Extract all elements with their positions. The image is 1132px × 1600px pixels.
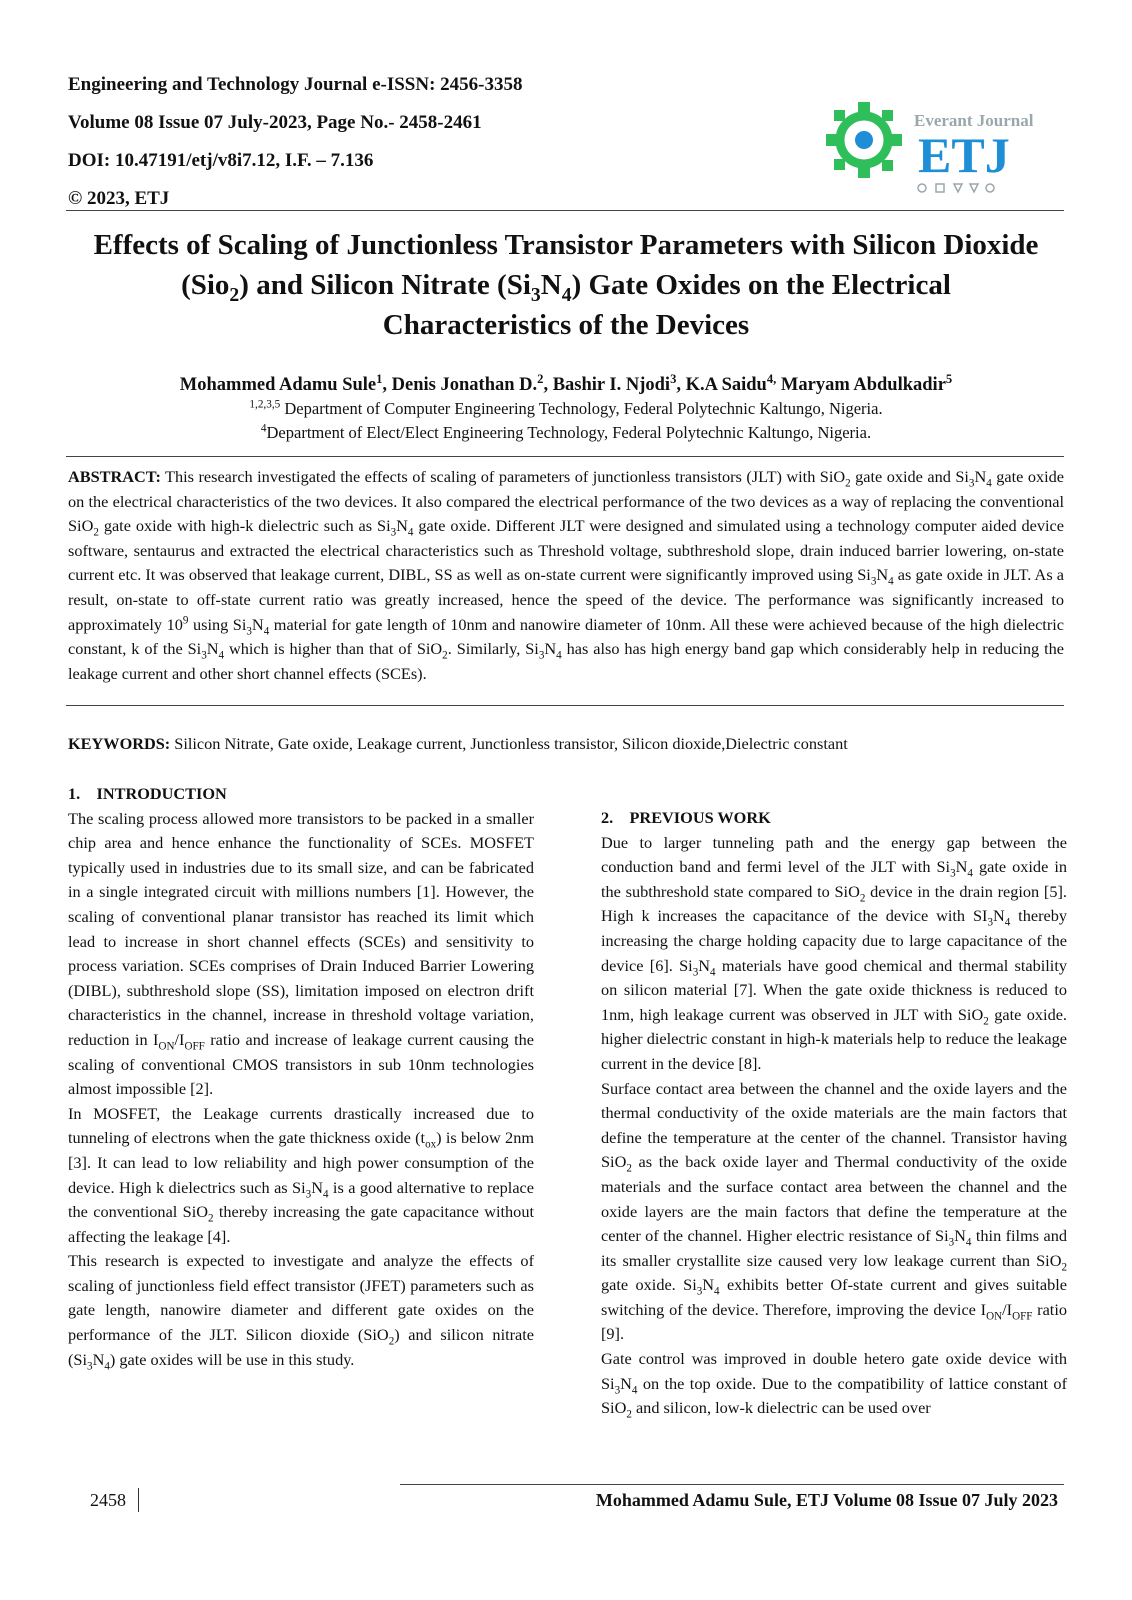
paper-title (68, 225, 1064, 345)
title-sub: 3 (530, 283, 541, 306)
title-line-2 (68, 265, 1064, 305)
keywords (68, 733, 1064, 755)
title-line-1: Effects of Scaling of Junctionless Transistor Parameters with Silicon Dioxide (93, 229, 1039, 261)
affiliation-1 (68, 398, 1064, 420)
author-list (68, 372, 1064, 398)
author-name: Bashir I. Njodi (552, 375, 671, 395)
logo-main-text: ETJ (918, 127, 1010, 183)
abstract (68, 465, 1064, 686)
author-sep: , (543, 375, 553, 395)
body-paragraph: This research is expected to investigate and analyze the effects of scaling of junctionless field effect transistor (JFET) parameters such as gate length, nanowire diameter and different gate oxides on the performance of the JLT. Silicon dioxide (SiO$_2$) and silicon nitrate $(Si_3N_4)$ gate oxides will be use in this study. (68, 1251, 535, 1372)
title-part: (Sio (181, 269, 230, 301)
affiliation-text: Department of Computer Engineering Technology, Federal Polytechnic Kaltungo, Nigeria. (280, 399, 883, 418)
author-affil-mark: 1 (376, 371, 383, 386)
author-sep: , (382, 375, 392, 395)
logo-gear-mark (826, 102, 902, 178)
journal-header (68, 66, 628, 218)
journal-doi-line: DOI: 10.47191/etj/v8i7.12, I.F. – 7.136 (68, 150, 374, 171)
previous-work-section (601, 806, 1067, 1421)
title-line-3: Characteristics of the Devices (382, 309, 750, 341)
abstract-top-rule (66, 456, 1064, 457)
affiliation-mark: 4 (260, 422, 267, 435)
title-sub: 2 (229, 283, 240, 306)
body-paragraph: The scaling process allowed more transistors to be packed in a smaller chip area and hence enhance the functionality of SCEs. MOSFET typically used in industries due to its small size, and can be fabricated in a single integrated circuit with millions numbers [1]. However, the scaling of conventional planar transistor has reached its limit which lead to increase in short channel effects (SCEs) and sensitivity to process variation. SCEs comprises of Drain Induced Barrier Lowering (DIBL), subthreshold slope (SS), limitation imposed on electron drift characteristics in the channel, increase in threshold voltage variation, reduction in $I_{ON}/I_{OFF}$ ratio and increase of leakage current causing the scaling of conventional CMOS transistors in sub 10nm technologies almost impossible [2]. (68, 808, 534, 1099)
author-affil-mark: 5 (945, 371, 953, 386)
author-name: Mohammed Adamu Sule (179, 375, 377, 395)
abstract-bottom-rule (66, 705, 1064, 706)
body-paragraph: Surface contact area between the channel and the oxide layers and the thermal conductivity of the oxide materials are the main factors that define the temperature at the center of the channel. Transistor having SiO$_2$ as the back oxide layer and Thermal conductivity of the oxide materials and the surface contact area between the channel and the oxide layers are the main factors that define the temperature at the center of the channel. Higher electric resistance of $Si_3N_4$ thin films and its smaller crystallite size caused very low leakage current than SiO$_2$ gate oxide. $Si_3N_4$ exhibits better Of-state current and gives suitable switching of the device. Therefore, improving the device $I_{ON}/I_{OFF}$ ratio [9]. (601, 1078, 1068, 1344)
body-paragraph: In MOSFET, the Leakage currents drastically increased due to tunneling of electrons when the gate thickness oxide $(t_{ox})$ is below 2nm [3]. It can lead to low reliability and high power consumption of the device. High k dielectrics such as $Si_3N_4$ is a good alternative to replace the conventional SiO$_2$ thereby increasing the gate capacitance without affecting the leakage [4]. (68, 1103, 534, 1246)
author-name: Denis Jonathan D. (391, 375, 538, 395)
introduction-heading: 1. INTRODUCTION (68, 784, 227, 803)
footer-separator (138, 1488, 139, 1512)
etj-logo (826, 96, 1046, 206)
abstract-body: This research investigated the effects of scaling of parameters of junctionless transistors (JLT) with SiO$_2$ gate oxide and $Si_3N_4$ gate oxide on the electrical characteristics of the two devices. It also compared the electrical performance of the two devices as a way of replacing the conventional SiO$_2$ gate oxide with high-k dielectric such as $Si_3N_4$ gate oxide. Different JLT were designed and simulated using a technology computer aided device software, sentaurus and extracted the electrical characteristics such as Threshold voltage, subthreshold slope, drain induced barrier lowering, on-state current etc. It was observed that leakage current, DIBL, SS as well as on-state current were significantly improved using $Si_3N_4$ as gate oxide in JLT. As a result, on-state to off-state current ratio was greatly increased, hence the speed of the device. The performance was significantly increased to approximately $10^9$ using $Si_3N_4$ material for gate length of 10nm and nanowire diameter of 10nm. All these were achieved because of the high dielectric constant, k of the $Si_3N_4$ which is higher than that of SiO$_2$. Similarly, $Si_3N_4$ has also has high energy band gap which considerably help in reducing the leakage current and other short channel effects (SCEs). (68, 467, 1065, 683)
author-name: K.A Saidu (685, 375, 767, 395)
logo-decorative-marks (918, 184, 994, 192)
author-affil-mark: 2 (537, 371, 544, 386)
abstract-label: ABSTRACT: (68, 467, 161, 486)
affiliation-text: Department of Elect/Elect Engineering Technology, Federal Polytechnic Kaltungo, Nigeria. (266, 423, 872, 442)
title-part: ) Gate Oxides on the Electrical (571, 269, 951, 301)
page-number: 2458 (90, 1490, 126, 1510)
body-paragraph: Due to larger tunneling path and the energy gap between the conduction band and fermi level of the JLT with $Si_3N_4$ gate oxide in the subthreshold state compared to SiO$_2$ device in the drain region [5]. High k increases the capacitance of the device with $SI_3N_4$ thereby increasing the charge holding capacity due to large capacitance of the device [6]. $Si_3N_4$ materials have good chemical and thermal stability on silicon material [7]. When the gate oxide thickness is reduced to 1nm, high leakage current was observed in JLT with SiO$_2$ gate oxide. higher dielectric constant in high-k materials help to reduce the leakage current in the device [8]. (601, 832, 1068, 1073)
journal-issn-line: Engineering and Technology Journal e-ISSN: 2456-3358 (68, 74, 523, 95)
affiliation-mark: 1,2,3,5 (249, 398, 281, 411)
header-rule (66, 210, 1064, 211)
title-sub: 4 (561, 283, 572, 306)
footer-citation: Mohammed Adamu Sule, ETJ Volume 08 Issue 07 July 2023 (595, 1490, 1058, 1510)
previous-work-heading: 2. PREVIOUS WORK (601, 808, 771, 827)
affiliation-2 (68, 422, 1064, 444)
title-part: ) and Silicon Nitrate (Si (239, 269, 531, 301)
title-part: N (540, 269, 562, 301)
introduction-section (68, 782, 534, 1372)
journal-copyright-line: © 2023, ETJ (68, 188, 170, 209)
author-sep: , (676, 375, 686, 395)
keywords-label: KEYWORDS: (68, 734, 171, 753)
author-affil-mark: 4, (766, 371, 777, 386)
journal-volume-line: Volume 08 Issue 07 July-2023, Page No.- 2458-2461 (68, 112, 482, 133)
logo-top-text: Everant Journal (914, 111, 1034, 130)
author-name: Maryam Abdulkadir (780, 375, 946, 395)
keywords-text: Silicon Nitrate, Gate oxide, Leakage current, Junctionless transistor, Silicon dioxide,Dielectric constant (170, 734, 848, 753)
author-affil-mark: 3 (670, 371, 677, 386)
footer-rule (400, 1484, 1064, 1485)
body-paragraph: Gate control was improved in double hetero gate oxide device with $Si_3N_4$ on the top oxide. Due to the compatibility of lattice constant of SiO$_2$ and silicon, low-k dielectric can be used over (601, 1349, 1067, 1421)
